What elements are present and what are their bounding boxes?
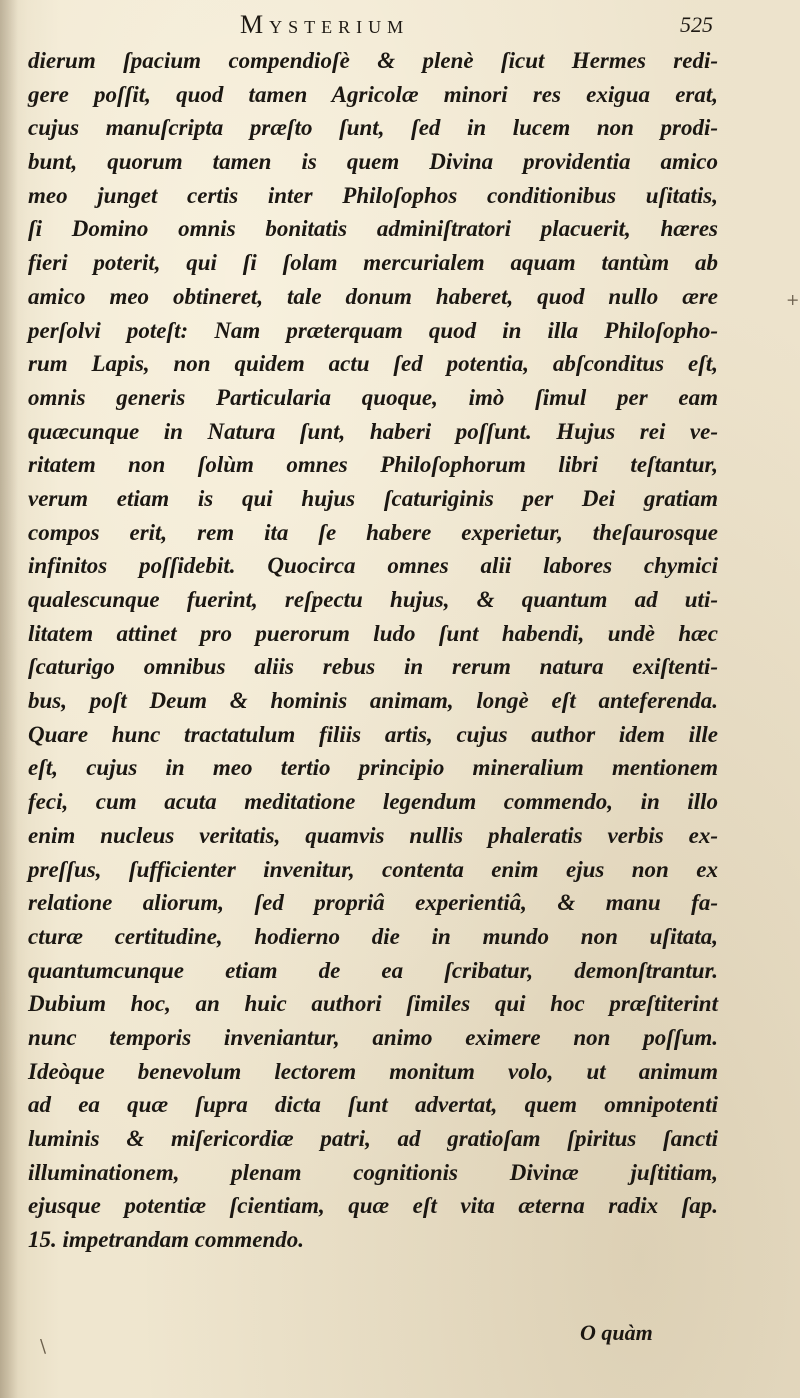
- text-line: quæcunque in Natura ſunt, haberi poſſunt. Hujus rei ve-: [28, 418, 718, 444]
- text-line: ejusque potentiæ ſcientiam, quæ eſt vita æterna radix ſap.: [28, 1193, 718, 1219]
- text-line: compos erit, rem ita ſe habere experietur, theſaurosque: [28, 519, 718, 545]
- text-line: litatem attinet pro puerorum ludo ſunt habendi, undè hæc: [28, 620, 718, 646]
- gutter-shadow: [0, 0, 18, 1398]
- text-line: illuminationem, plenam cognitionis Divinæ juſtitiam,: [28, 1159, 718, 1185]
- text-line: omnis generis Particularia quoque, imò ſimul per eam: [28, 384, 718, 410]
- text-line: ſi Domino omnis bonitatis adminiſtratori placuerit, hæres: [28, 216, 718, 242]
- body-text: [28, 44, 718, 1257]
- text-line: amico meo obtineret, tale donum haberet, quod nullo ære: [28, 283, 718, 309]
- text-line: feci, cum acuta meditatione legendum commendo, in illo: [28, 789, 718, 815]
- text-line: ritatem non ſolùm omnes Philoſophorum libri teſtantur,: [28, 452, 718, 478]
- catchword: O quàm: [580, 1320, 653, 1345]
- text-line: ſcaturigo omnibus aliis rebus in rerum natura exiſtenti-: [28, 654, 718, 680]
- text-line: infinitos poſſidebit. Quocirca omnes alii labores chymici: [28, 553, 718, 579]
- running-title: Mysterium: [240, 10, 410, 39]
- text-line: Quare hunc tractatulum filiis artis, cujus author idem ille: [28, 721, 718, 747]
- text-line: bunt, quorum tamen is quem Divina providentia amico: [28, 149, 718, 175]
- text-line: luminis & miſericordiæ patri, ad gratioſam ſpiritus ſancti: [28, 1126, 718, 1151]
- text-line: Ideòque benevolum lectorem monitum volo, ut animum: [28, 1058, 718, 1084]
- text-line: quantumcunque etiam de ea ſcribatur, demonſtrantur.: [28, 957, 718, 983]
- page-number: 525: [680, 12, 713, 37]
- text-line: ad ea quæ ſupra dicta ſunt advertat, quem omnipotenti: [28, 1092, 718, 1118]
- text-line: cujus manuſcripta præſto ſunt, ſed in lucem non prodi-: [28, 115, 718, 141]
- text-line: rum Lapis, non quidem actu ſed potentia, abſconditus eſt,: [28, 351, 718, 377]
- text-line: fieri poterit, qui ſi ſolam mercurialem aquam tantùm ab: [28, 250, 718, 276]
- text-line: nunc temporis inveniantur, animo eximere non poſſum.: [28, 1024, 718, 1050]
- text-line: cturæ certitudine, hodierno die in mundo non uſitata,: [28, 923, 718, 949]
- text-line: dierum ſpacium compendioſè & plenè ſicut Hermes redi-: [28, 48, 718, 73]
- stray-mark: \: [40, 1336, 47, 1357]
- text-line: bus, poſt Deum & hominis animam, longè eſt anteferenda.: [28, 688, 718, 714]
- text-line: 15. impetrandam commendo.: [28, 1227, 304, 1253]
- page-header: [0, 4, 800, 44]
- text-line: Dubium hoc, an huic authori ſimiles qui hoc præſtiterint: [28, 991, 718, 1017]
- text-line: verum etiam is qui hujus ſcaturiginis per Dei gratiam: [28, 485, 718, 511]
- margin-mark: +: [786, 290, 800, 309]
- text-line: relatione aliorum, ſed propriâ experientiâ, & manu fa-: [28, 890, 718, 916]
- text-line: preſſus, ſufficienter invenitur, contenta enim ejus non ex: [28, 856, 718, 882]
- text-line: enim nucleus veritatis, quamvis nullis phaleratis verbis ex-: [28, 822, 718, 848]
- text-line: gere poſſit, quod tamen Agricolæ minori res exigua erat,: [28, 81, 718, 107]
- text-line: meo junget certis inter Philoſophos conditionibus uſitatis,: [28, 182, 718, 208]
- text-line: perſolvi poteſt: Nam præterquam quod in illa Philoſopho-: [28, 317, 718, 343]
- text-line: eſt, cujus in meo tertio principio mineralium mentionem: [28, 755, 718, 781]
- text-line: qualescunque fuerint, reſpectu hujus, & quantum ad uti-: [28, 587, 718, 612]
